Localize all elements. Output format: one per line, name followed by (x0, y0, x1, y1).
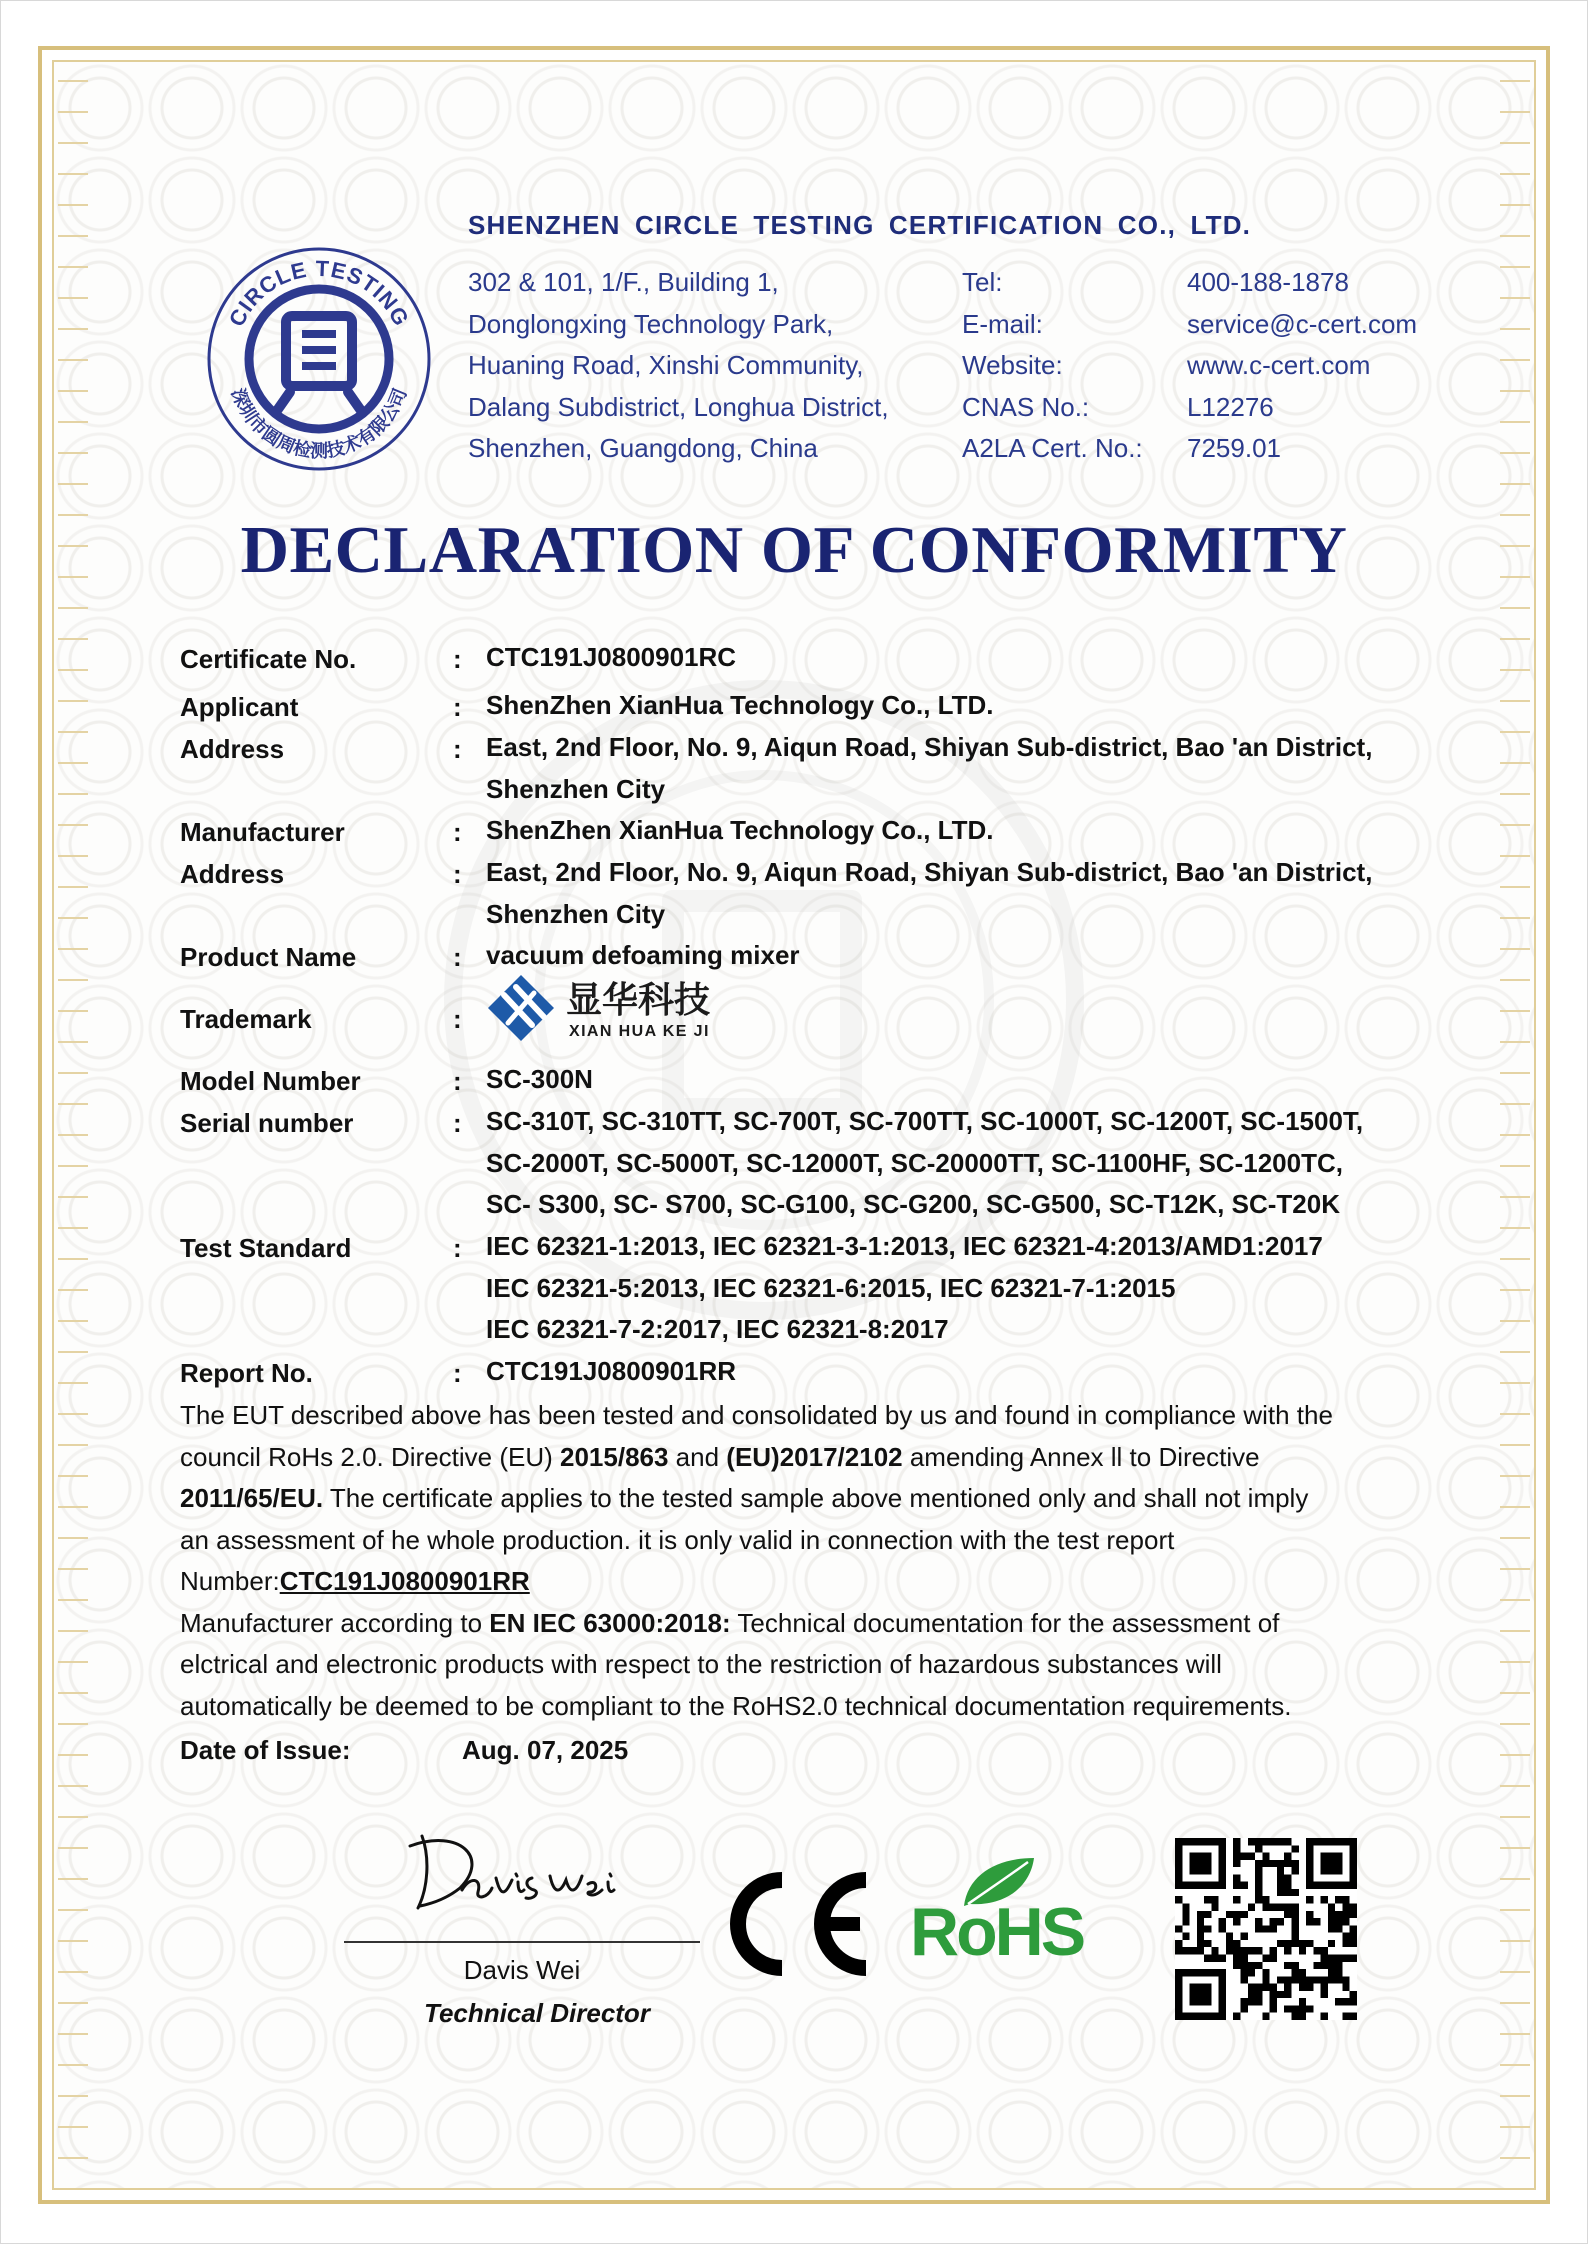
contact-labels (962, 262, 1143, 470)
standard-line: IEC 62321-5:2013, IEC 62321-6:2015, IEC 62321-7-1:2015 (486, 1272, 1176, 1303)
statement-text: amending Annex ll to Directive (902, 1441, 1260, 1472)
colon: : (453, 734, 462, 764)
trademark-logo-icon (486, 973, 556, 1043)
svg-text:深圳市圆周检测技术有限公司 (227, 386, 412, 462)
statement-line: The EUT described above has been tested and consolidated by us and found in compliance with the (180, 1400, 1333, 1430)
product-name-text: vacuum defoaming mixer (486, 940, 800, 970)
certificate-no-label: Certificate No. (180, 644, 357, 674)
trademark-english-text: XIAN HUA KE JI (569, 1023, 710, 1040)
model-number-text: SC-300N (486, 1064, 593, 1094)
applicant-value (486, 685, 994, 727)
model-number-label: Model Number (180, 1066, 361, 1096)
standard-line: IEC 62321-1:2013, IEC 62321-3-1:2013, IEC 62321-4:2013/AMD1:2017 (486, 1231, 1323, 1261)
colon: : (453, 942, 462, 972)
compliance-statement (180, 1395, 1440, 1727)
directive-ref: (EU)2017/2102 (726, 1441, 903, 1472)
address-line: Shenzhen City (486, 898, 666, 929)
applicant-text: ShenZhen XianHua Technology Co., LTD. (486, 690, 994, 720)
applicant-address-value (486, 727, 1372, 810)
email-label: E-mail: (962, 308, 1043, 339)
cnas-value: L12276 (1187, 391, 1274, 422)
address-line: Dalang Subdistrict, Longhua District, (468, 391, 889, 422)
colon: : (453, 1004, 462, 1034)
colon: : (453, 859, 462, 889)
statement-line: automatically be deemed to be compliant to the RoHS2.0 technical documentation requirements. (180, 1690, 1292, 1721)
address-line: East, 2nd Floor, No. 9, Aiqun Road, Shiyan Sub-district, Bao 'an District, (486, 857, 1373, 887)
serial-line: SC-310T, SC-310TT, SC-700T, SC-700TT, SC-1000T, SC-1200T, SC-1500T, (486, 1106, 1364, 1136)
statement-text: The certificate applies to the tested sample above mentioned only and shall not imply (323, 1483, 1309, 1513)
colon: : (453, 817, 462, 847)
company-address (468, 262, 889, 470)
signer-title: Technical Director (424, 1998, 650, 2028)
statement-text: Number: (180, 1566, 280, 1596)
a2la-label: A2LA Cert. No.: (962, 433, 1143, 463)
colon: : (453, 1066, 462, 1096)
left-border-ticks (58, 80, 88, 2170)
statement-text: Manufacturer according to (180, 1607, 490, 1638)
statement-text: council RoHs 2.0. Directive (EU) (180, 1441, 560, 1472)
product-name-label: Product Name (180, 942, 357, 972)
manufacturer-text: ShenZhen XianHua Technology Co., LTD. (486, 815, 994, 845)
statement-line: an assessment of he whole production. it is only valid in connection with the test report (180, 1524, 1175, 1555)
applicant-address-label: Address (180, 734, 285, 764)
address-line: Huaning Road, Xinshi Community, (468, 350, 864, 380)
certificate-no-value (486, 637, 736, 679)
colon: : (453, 692, 462, 722)
standard-line: IEC 62321-7-2:2017, IEC 62321-8:2017 (486, 1314, 949, 1344)
company-name: SHENZHEN CIRCLE TESTING CERTIFICATION CO., LTD. (468, 210, 1252, 240)
certificate-no-text: CTC191J0800901RC (486, 642, 737, 672)
report-no-label: Report No. (180, 1358, 313, 1388)
report-number-ref: CTC191J0800901RR (279, 1566, 530, 1596)
manufacturer-label: Manufacturer (180, 817, 345, 847)
a2la-value: 7259.01 (1187, 433, 1281, 463)
model-number-value (486, 1059, 593, 1101)
serial-line: SC-2000T, SC-5000T, SC-12000T, SC-20000TT, SC-1100HF, SC-1200TC, (486, 1147, 1343, 1178)
handwritten-signature (400, 1818, 640, 1918)
tel-label: Tel: (962, 267, 1003, 297)
address-line: Shenzhen, Guangdong, China (468, 433, 818, 463)
statement-line (180, 1561, 1440, 1603)
document-title: DECLARATION OF CONFORMITY (240, 513, 1348, 587)
seal-text-top: CIRCLE TESTING (223, 255, 415, 331)
signer-name: Davis Wei (463, 1955, 581, 1985)
directive-ref: 2015/863 (560, 1441, 669, 1472)
manufacturer-address-label: Address (180, 859, 285, 889)
website-label: Website: (962, 350, 1063, 380)
address-line: Donglongxing Technology Park, (468, 308, 834, 339)
colon: : (453, 1108, 462, 1138)
address-line: Shenzhen City (486, 773, 666, 804)
address-line: East, 2nd Floor, No. 9, Aiqun Road, Shiyan Sub-district, Bao 'an District, (486, 732, 1373, 762)
test-standard-label: Test Standard (180, 1233, 352, 1263)
directive-ref: 2011/65/EU. (180, 1483, 324, 1513)
seal-text-bottom: 深圳市圆周检测技术有限公司 (226, 385, 412, 462)
contact-values (1187, 262, 1417, 470)
qr-code-icon (1175, 1838, 1357, 2020)
test-standard-value (486, 1226, 1323, 1351)
address-line: 302 & 101, 1/F., Building 1, (468, 267, 779, 297)
tel-value: 400-188-1878 (1187, 267, 1349, 297)
trademark-label: Trademark (180, 1004, 312, 1034)
company-seal-logo (206, 246, 432, 472)
website-value: www.c-cert.com (1187, 350, 1371, 380)
statement-line (180, 1478, 1440, 1520)
serial-line: SC- S300, SC- S700, SC-G100, SC-G200, SC-G500, SC-T12K, SC-T20K (486, 1189, 1340, 1219)
signature-line (344, 1941, 700, 1943)
applicant-label: Applicant (180, 692, 299, 722)
colon: : (453, 644, 462, 674)
product-name-value (486, 935, 800, 977)
report-no-text: CTC191J0800901RR (486, 1356, 737, 1386)
statement-line: elctrical and electronic products with respect to the restriction of hazardous substances will (180, 1649, 1222, 1679)
date-of-issue-value: Aug. 07, 2025 (462, 1735, 629, 1765)
colon: : (453, 1233, 462, 1263)
statement-text: and (668, 1441, 727, 1472)
statement-line (180, 1603, 1440, 1645)
manufacturer-address-value (486, 852, 1372, 935)
cnas-label: CNAS No.: (962, 391, 1090, 422)
ce-mark-icon (716, 1868, 872, 1980)
serial-number-label: Serial number (180, 1108, 354, 1138)
standard-ref: EN IEC 63000:2018: (489, 1607, 731, 1638)
email-value: service@c-cert.com (1187, 308, 1418, 339)
statement-line (180, 1437, 1440, 1479)
serial-number-value (486, 1101, 1363, 1226)
trademark-chinese-text: 显华科技 (566, 979, 711, 1020)
right-border-ticks (1500, 80, 1530, 2170)
date-of-issue-label: Date of Issue: (180, 1735, 351, 1765)
manufacturer-value (486, 810, 994, 852)
statement-text: Technical documentation for the assessment of (730, 1607, 1280, 1638)
rohs-logo-text: RoHS (910, 1894, 1084, 1970)
report-no-value (486, 1351, 736, 1393)
colon: : (453, 1358, 462, 1388)
